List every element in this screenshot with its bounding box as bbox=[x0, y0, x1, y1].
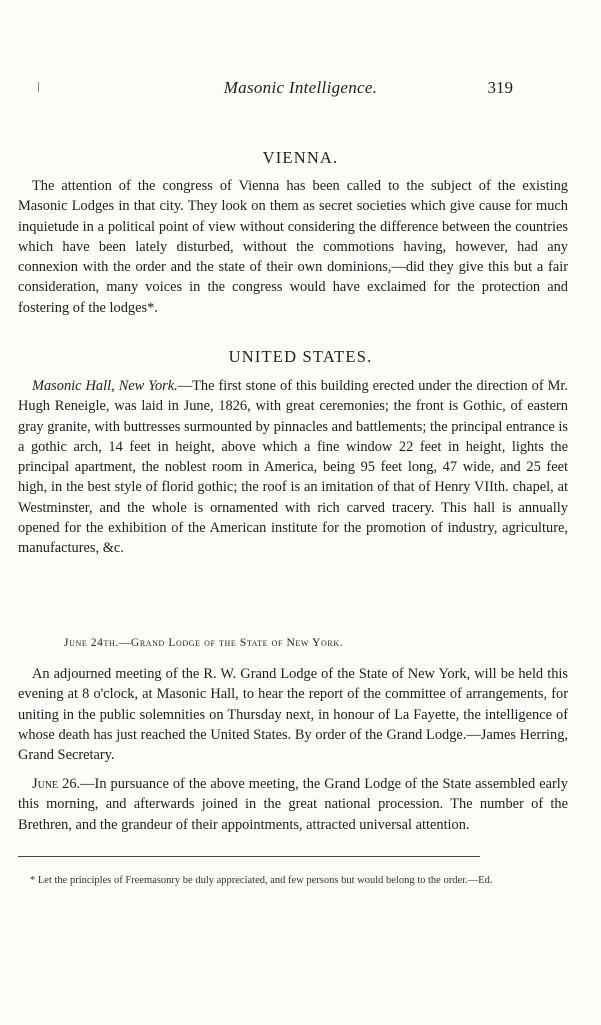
paragraph-lead: June 26. bbox=[32, 776, 81, 792]
paragraph-june-24 bbox=[18, 664, 568, 765]
paragraph-text: —The first stone of this building erected under the direction of Mr. Hugh Reneigle, was laid in June, 1826, with great ceremonies; the front is Gothic, of eastern gray granite, with buttresses surmounted by pinnacles and battlements; the principal entrance is a gothic arch, 14 feet in height, above which a fine window 22 feet in height, lights the principal apartment, the noblest room in America, being 95 feet long, 47 wide, and 25 feet high, in the best style of florid gothic; the roof is an imitation of that of Henry VIIth. chapel, at Westminster, and the whole is ornamented with rich carved tracery. This hall is annually opened for the exhibition of the American institute for the promotion of industry, agriculture, manufactures, &c. bbox=[18, 378, 568, 557]
footnote-rule bbox=[18, 856, 480, 857]
paragraph-masonic-hall bbox=[18, 376, 568, 559]
paragraph-lead: Masonic Hall, New York. bbox=[32, 378, 178, 394]
paragraph-june-26 bbox=[18, 774, 568, 835]
running-title: Masonic Intelligence. bbox=[223, 78, 378, 97]
footnote-text: * Let the principles of Freemasonry be duly appreciated, and few persons but would belong to the order.—Ed. bbox=[30, 875, 493, 886]
footnote bbox=[18, 873, 493, 889]
running-head bbox=[0, 78, 601, 100]
heading-united-states: UNITED STATES. bbox=[228, 347, 373, 366]
paragraph-vienna bbox=[18, 176, 568, 318]
paragraph-text: An adjourned meeting of the R. W. Grand Lodge of the State of New York, will be held this evening at 8 o'clock, at Masonic Hall, to hear the report of the committee of arrangements, for uniting in the public solemnities on Thursday next, in honour of La Fayette, the intelligence of whose death has just reached the United States. By order of the Grand Lodge.—James Herring, Grand Secretary. bbox=[18, 666, 568, 764]
page-number: 319 bbox=[487, 78, 513, 97]
dateline-june-24: June 24th.—Grand Lodge of the State of New York. bbox=[64, 637, 344, 649]
paragraph-text: —In pursuance of the above meeting, the Grand Lodge of the State assembled early this morning, and afterwards joined in the great national procession. The number of the Brethren, and the grandeur of their appointments, attracted universal attention. bbox=[18, 776, 568, 833]
heading-vienna: VIENNA. bbox=[262, 148, 339, 167]
paragraph-text: The attention of the congress of Vienna has been called to the subject of the existing Masonic Lodges in that city. They look on them as secret societies which give cause for much inquietude in a political point of view without considering the difference between the countries which have been lately disturbed, without the commotions having, however, had any connexion with the order and the state of their own dominions,—did they give this but a fair consideration, many voices in the congress would have exclaimed for the protection and fostering of the lodges*. bbox=[18, 178, 568, 316]
